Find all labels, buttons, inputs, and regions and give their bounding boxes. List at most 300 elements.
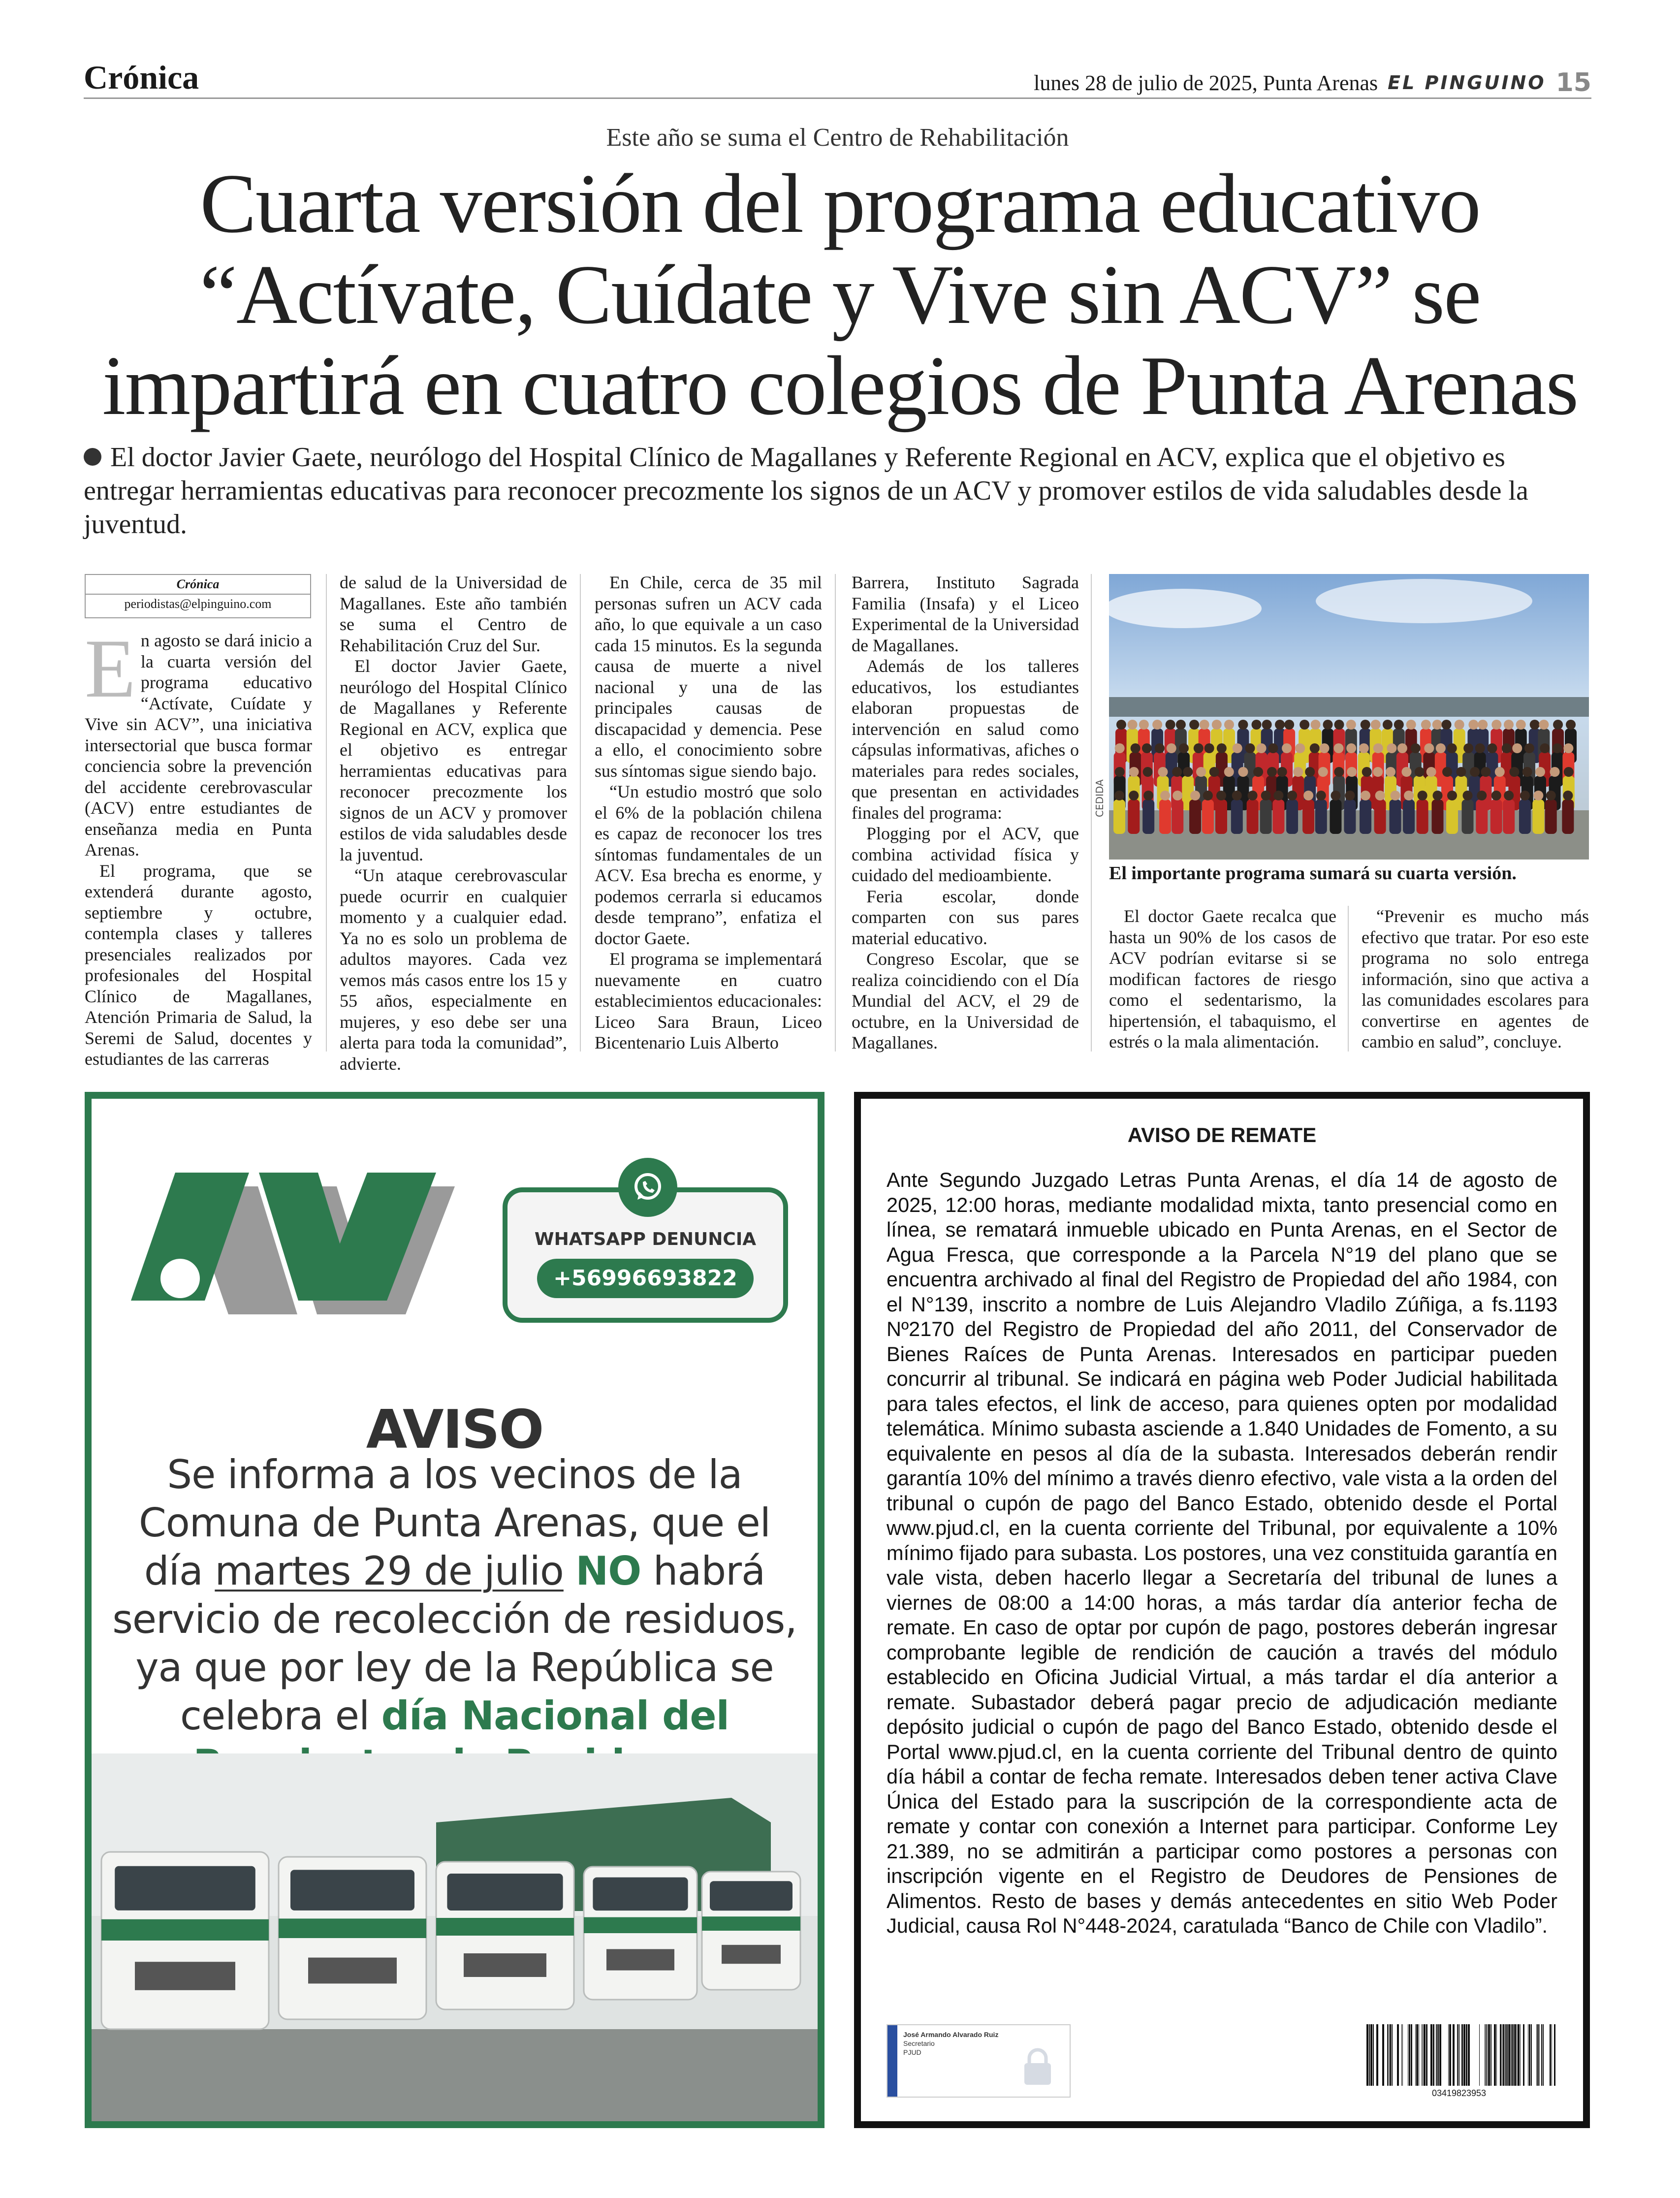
paragraph: El doctor Javier Gaete, neurólogo del Hospital Clínico de Magallanes y Referente Regional en ACV, explica que el objetivo es entregar herramientas educativas para reconocer precozmente los signos de un ACV y promover estilos de vida saludables desde la juventud. bbox=[340, 656, 567, 864]
person-head bbox=[1418, 791, 1427, 800]
person-head bbox=[1475, 743, 1485, 753]
person-head bbox=[1275, 720, 1285, 730]
person-body bbox=[1189, 799, 1201, 834]
person-head bbox=[1318, 767, 1328, 777]
person-head bbox=[1481, 767, 1490, 777]
signer-name: José Armando Alvarado Ruiz bbox=[903, 2031, 999, 2039]
barcode-bar bbox=[1439, 2024, 1441, 2086]
person-body bbox=[1159, 799, 1171, 834]
person-head bbox=[1426, 767, 1436, 777]
barcode-bar bbox=[1506, 2024, 1508, 2086]
person-head bbox=[1114, 791, 1124, 800]
person-body bbox=[1330, 799, 1341, 834]
barcode-bar bbox=[1449, 2024, 1451, 2086]
person-head bbox=[1166, 720, 1175, 730]
barcode bbox=[1361, 2024, 1557, 2086]
person-body bbox=[1431, 799, 1443, 834]
person-head bbox=[1535, 767, 1545, 777]
digital-signature bbox=[887, 2024, 1071, 2098]
person-head bbox=[1129, 767, 1139, 777]
person-head bbox=[1371, 720, 1381, 730]
barcode-bar bbox=[1520, 2024, 1521, 2086]
barcode-bar bbox=[1370, 2024, 1372, 2086]
paragraph: Plogging por el ACV, que combina actividad física y cuidado del medioambiente. bbox=[852, 824, 1079, 885]
person-head bbox=[1436, 743, 1446, 753]
person-head bbox=[1238, 720, 1248, 730]
person-head bbox=[1334, 767, 1344, 777]
person-head bbox=[1158, 767, 1168, 777]
person-head bbox=[1447, 743, 1457, 753]
person-head bbox=[1361, 720, 1370, 730]
person-head bbox=[1415, 767, 1425, 777]
person-head bbox=[1406, 720, 1416, 730]
person-head bbox=[1305, 767, 1315, 777]
truck-stripe bbox=[101, 1919, 269, 1941]
person-body bbox=[1360, 799, 1371, 834]
person-head bbox=[1491, 791, 1501, 800]
person-head bbox=[1316, 791, 1326, 800]
person-head bbox=[1216, 791, 1226, 800]
barcode-bar bbox=[1511, 2024, 1512, 2086]
person-head bbox=[1375, 791, 1385, 800]
paragraph: “Un estudio mostró que solo el 6% de la población chilena es capaz de reconocer los tres síntomas fundamentales de un ACV. Esa brecha es enorme, y podemos cerrarla si educamos desde temprano”, enfatiza el doctor Gaete. bbox=[595, 782, 822, 948]
person-head bbox=[1282, 743, 1292, 753]
person-head bbox=[1424, 743, 1434, 753]
person-head bbox=[1277, 767, 1287, 777]
header-rule bbox=[84, 97, 1591, 99]
person-head bbox=[1257, 743, 1267, 753]
person-head bbox=[1550, 767, 1560, 777]
barcode-bar bbox=[1433, 2024, 1434, 2086]
column-rule bbox=[1348, 906, 1349, 1051]
person-head bbox=[1139, 720, 1149, 730]
whatsapp-icon bbox=[618, 1158, 677, 1217]
barcode-bar bbox=[1487, 2024, 1488, 2086]
barcode-bar bbox=[1424, 2024, 1426, 2086]
person-head bbox=[1310, 743, 1320, 753]
barcode-bar bbox=[1529, 2024, 1530, 2086]
barcode-bar bbox=[1416, 2024, 1418, 2086]
truck-grille bbox=[135, 1962, 235, 1990]
person-head bbox=[1116, 720, 1126, 730]
column-rule bbox=[580, 574, 581, 1051]
person-head bbox=[1115, 743, 1125, 753]
person-head bbox=[1261, 791, 1271, 800]
person-head bbox=[1128, 720, 1138, 730]
person-head bbox=[1373, 767, 1383, 777]
paragraph: “Un ataque cerebrovascular puede ocurrir en cualquier momento y a cualquier edad. Ya no es solo un problema de adultos mayores. Cada vez vemos más casos entre los 15 y 55 años, especialmente en mujeres, y eso debe ser una alerta para toda la comunidad”, advierte. bbox=[340, 865, 567, 1074]
truck-grille bbox=[308, 1958, 397, 1984]
person-head bbox=[1566, 720, 1576, 730]
barcode-bar bbox=[1500, 2024, 1501, 2086]
section-name: Crónica bbox=[84, 59, 199, 96]
header-meta bbox=[1034, 68, 1591, 97]
person-body bbox=[1562, 799, 1574, 834]
paragraph: Congreso Escolar, que se realiza coincidiendo con el Día Mundial del ACV, el 29 de octubre, en la Universidad de Magallanes. bbox=[852, 949, 1079, 1052]
person-head bbox=[1540, 743, 1550, 753]
person-head bbox=[1320, 743, 1330, 753]
aviso-no: NO bbox=[575, 1548, 641, 1594]
person-body bbox=[1272, 799, 1284, 834]
paragraph: El programa se implementará nuevamente en cuatro establecimientos educacionales: Liceo Sara Braun, Liceo Bicentenario Luis Alberto bbox=[595, 949, 822, 1052]
person-head bbox=[1347, 767, 1357, 777]
person-head bbox=[1359, 743, 1369, 753]
signer-org: PJUD bbox=[903, 2048, 921, 2056]
person-head bbox=[1495, 767, 1505, 777]
barcode-bar bbox=[1512, 2024, 1514, 2086]
person-head bbox=[1160, 791, 1170, 800]
barcode-bar bbox=[1369, 2024, 1370, 2086]
person-head bbox=[1530, 720, 1540, 730]
person-body bbox=[1374, 799, 1386, 834]
person-head bbox=[1539, 720, 1549, 730]
barcode-bar bbox=[1397, 2024, 1399, 2086]
article-column-4 bbox=[852, 572, 1079, 1053]
truck-window bbox=[115, 1866, 255, 1911]
person-head bbox=[1447, 791, 1457, 800]
person-head bbox=[1504, 720, 1514, 730]
barcode-bar bbox=[1437, 2024, 1439, 2086]
person-body bbox=[1172, 799, 1183, 834]
truck-stripe bbox=[436, 1918, 574, 1936]
person-head bbox=[1478, 720, 1488, 730]
column-rule bbox=[326, 574, 327, 1051]
paragraph: “Prevenir es mucho más efectivo que tratar. Por eso este programa no solo entrega información, sino que activa a las comunidades escolares para convertirse en agentes de cambio en salud”, concluye. bbox=[1362, 906, 1589, 1051]
person-head bbox=[1331, 791, 1340, 800]
barcode-bar bbox=[1382, 2024, 1384, 2086]
article-column-1 bbox=[85, 622, 312, 1070]
paragraph: En Chile, cerca de 35 mil personas sufren un ACV cada año, lo que equivale a un caso cada 15 minutos. Es la segunda causa de muerte a nivel nacional y una de las principales causas de discapacidad y demencia. Pese a ello, el conocimiento sobre sus síntomas sigue siendo bajo. bbox=[595, 573, 822, 781]
barcode-bar bbox=[1430, 2024, 1432, 2086]
barcode-bar bbox=[1453, 2024, 1455, 2086]
auction-body: Ante Segundo Juzgado Letras Punta Arenas, el día 14 de agosto de 2025, 12:00 horas, mediante modalidad mixta, tanto presencial como en línea, se rematará inmueble ubicado en Punta Arenas, en el Sector de Agua Fresca, que corresponde a la Parcela N°19 del plano que se encuentra archivado al final del Registro de Propiedad del año 1984, con el N°139, inscrito a nombre de Luis Alejandro Vladilo Zúñiga, a fs.1193 Nº2170 del Registro de Propiedad del año 2011, del Conservador de Bienes Raíces de Punta Arenas. Interesados en participar pueden concurrir al tribunal. Se indicará en página web Poder Judicial habilitada para tales efectos, el link de acceso, para quienes opten por modalidad telemática. Mínimo subasta asciende a 1.840 Unidades de Fomento, a su equivalente en pesos al día de la subasta. Interesados deberán rendir garantía 10% del mínimo a través dienro efectivo, vale vista a la orden del tribunal o cupón de pago del Banco Estado, obtenido desde el Portal www.pjud.cl, en la cuenta corriente del Tribunal, por equivalente a 10% mínimo fijado para subasta. Los postores, una vez constituida garantía en vale vista, deben hacerlo llegar a Secretaría del tribunal de lunes a viernes de 08:00 a 14:00 horas, a más tardar día anterior fecha de remate. En caso de optar por cupón de pago, postores deberán ingresar comprobante legible de rendición de caución a través del módulo establecido en Oficina Judicial Virtual, a más tardar el día anterior a remate. Subastador deberá pagar precio de adjudicación mediante depósito judicial o cupón de pago del Banco Estado, obtenido desde el Portal www.pjud.cl, en la cuenta corriente del Tribunal dentro de quinto día hábil a contar de fecha remate. Interesados deben tener activa Clave Única del Estado para la suscripción de la correspondiente acta de remate y contar con conexión a Internet para participar. Conforme Ley 21.389, no se admitirán a participar como postores a personas con inscripción vigente en el Registro de Deudores de Pensiones de Alimentos. Resto de bases y demás antecedentes en sitio Web Poder Judicial, causa Rol N°448-2024, caratulada “Banco de Chile con Vladilo”. bbox=[887, 1168, 1557, 1937]
person-head bbox=[1487, 743, 1497, 753]
person-head bbox=[1115, 767, 1125, 777]
person-head bbox=[1477, 791, 1487, 800]
person-body bbox=[1417, 799, 1428, 834]
person-head bbox=[1152, 720, 1162, 730]
headline-line: “Actívate, Cuídate y Vive sin ACV” se bbox=[199, 248, 1481, 342]
barcode-bar bbox=[1541, 2024, 1542, 2086]
person-head bbox=[1387, 743, 1396, 753]
person-head bbox=[1421, 720, 1431, 730]
person-head bbox=[1311, 720, 1321, 730]
barcode-bar bbox=[1390, 2024, 1391, 2086]
person-head bbox=[1143, 791, 1153, 800]
barcode-bar bbox=[1490, 2024, 1491, 2086]
person-head bbox=[1233, 743, 1242, 753]
barcode-bar bbox=[1458, 2024, 1459, 2086]
headline-line: Cuarta versión del programa educativo bbox=[200, 157, 1480, 251]
person-body bbox=[1403, 799, 1415, 834]
whatsapp-label: WHATSAPP DENUNCIA bbox=[534, 1229, 757, 1249]
barcode-bar bbox=[1508, 2024, 1510, 2086]
person-head bbox=[1397, 743, 1407, 753]
column-rule bbox=[835, 574, 836, 1051]
truck-grille bbox=[606, 1949, 674, 1970]
person-head bbox=[1267, 767, 1277, 777]
person-head bbox=[1172, 767, 1182, 777]
aviso-highlight: día Nacional del bbox=[381, 1693, 729, 1739]
barcode-bar bbox=[1468, 2024, 1470, 2086]
person-body bbox=[1446, 799, 1458, 834]
person-body bbox=[1247, 799, 1259, 834]
person-head bbox=[1253, 767, 1263, 777]
person-head bbox=[1245, 743, 1255, 753]
barcode-bar bbox=[1536, 2024, 1537, 2086]
paragraph: Feria escolar, donde comparten con sus pares material educativo. bbox=[852, 886, 1079, 948]
person-head bbox=[1303, 791, 1313, 800]
truck-stripe bbox=[584, 1917, 697, 1933]
person-head bbox=[1205, 743, 1214, 753]
person-head bbox=[1345, 791, 1355, 800]
paragraph: El programa, que se extenderá durante agosto, septiembre y octubre, contempla clases y talleres presenciales realizados por profesionales del Hospital Clínico de Magallanes, Atención Primaria de Salud, la Seremi de Salud, docentes y estudiantes de las carreras bbox=[85, 860, 312, 1069]
person-head bbox=[1442, 767, 1452, 777]
column-rule bbox=[1091, 574, 1092, 1051]
person-body bbox=[1231, 799, 1243, 834]
person-head bbox=[1200, 720, 1209, 730]
truck-stripe bbox=[702, 1916, 800, 1931]
truck-stripe bbox=[279, 1918, 426, 1938]
person-head bbox=[1391, 791, 1400, 800]
person-head bbox=[1183, 767, 1193, 777]
person-head bbox=[1456, 767, 1466, 777]
person-head bbox=[1522, 767, 1532, 777]
person-head bbox=[1217, 743, 1227, 753]
person-head bbox=[1462, 791, 1472, 800]
barcode-bar bbox=[1537, 2024, 1539, 2086]
person-head bbox=[1394, 720, 1404, 730]
byline-box bbox=[85, 574, 311, 618]
article-lead bbox=[84, 441, 1591, 541]
photo-caption: El importante programa sumará su cuarta versión. bbox=[1109, 863, 1517, 884]
person-body bbox=[1215, 799, 1227, 834]
person-head bbox=[1553, 743, 1562, 753]
barcode-bar bbox=[1466, 2024, 1467, 2086]
barcode-bar bbox=[1409, 2024, 1410, 2086]
barcode-bar bbox=[1448, 2024, 1449, 2086]
person-head bbox=[1143, 767, 1153, 777]
person-head bbox=[1516, 720, 1526, 730]
person-head bbox=[1131, 743, 1141, 753]
person-body bbox=[1519, 799, 1531, 834]
person-head bbox=[1386, 767, 1395, 777]
barcode-bar bbox=[1503, 2024, 1504, 2086]
auction-title: AVISO DE REMATE bbox=[1127, 1123, 1317, 1147]
barcode-bar bbox=[1479, 2024, 1480, 2086]
person-head bbox=[1224, 720, 1234, 730]
whatsapp-box bbox=[503, 1187, 788, 1323]
barcode-bar bbox=[1486, 2024, 1487, 2086]
barcode-bar bbox=[1402, 2024, 1403, 2086]
barcode-bar bbox=[1518, 2024, 1520, 2086]
person-head bbox=[1491, 720, 1501, 730]
person-head bbox=[1468, 720, 1478, 730]
person-head bbox=[1346, 720, 1356, 730]
barcode-bar bbox=[1401, 2024, 1402, 2086]
person-head bbox=[1524, 743, 1534, 753]
person-head bbox=[1173, 791, 1182, 800]
person-head bbox=[1129, 791, 1139, 800]
person-body bbox=[1142, 799, 1154, 834]
date-place: lunes 28 de julio de 2025, Punta Arenas bbox=[1034, 70, 1378, 95]
barcode-bar bbox=[1514, 2024, 1516, 2086]
person-head bbox=[1512, 743, 1522, 753]
article-column-3 bbox=[595, 572, 822, 1053]
person-body bbox=[1286, 799, 1298, 834]
barcode-bar bbox=[1523, 2024, 1524, 2086]
headline-line: impartirá en cuatro colegios de Punta Arenas bbox=[102, 339, 1578, 433]
barcode-bar bbox=[1457, 2024, 1458, 2086]
person-body bbox=[1476, 799, 1488, 834]
person-head bbox=[1504, 791, 1514, 800]
article-column-2 bbox=[340, 572, 567, 1074]
person-head bbox=[1383, 720, 1393, 730]
person-head bbox=[1287, 791, 1297, 800]
barcode-bar bbox=[1531, 2024, 1532, 2086]
person-body bbox=[1315, 799, 1327, 834]
truck-window bbox=[290, 1870, 414, 1911]
person-head bbox=[1167, 743, 1176, 753]
barcode-bar bbox=[1415, 2024, 1416, 2086]
signer-role: Secretario bbox=[903, 2039, 935, 2047]
barcode-bar bbox=[1539, 2024, 1540, 2086]
person-body bbox=[1202, 799, 1214, 834]
person-head bbox=[1563, 743, 1573, 753]
newspaper-brand: EL PINGUINO bbox=[1388, 72, 1546, 94]
municipality-logo bbox=[121, 1158, 505, 1365]
byline-section: Crónica bbox=[86, 575, 310, 595]
barcode-bar bbox=[1426, 2024, 1427, 2086]
person-body bbox=[1503, 799, 1515, 834]
truck-grille bbox=[722, 1945, 781, 1964]
person-head bbox=[1432, 720, 1442, 730]
person-head bbox=[1346, 743, 1356, 753]
municipal-ad bbox=[85, 1092, 824, 2128]
person-head bbox=[1401, 767, 1411, 777]
person-head bbox=[1194, 743, 1204, 753]
person-head bbox=[1432, 791, 1442, 800]
person-body bbox=[1532, 799, 1544, 834]
person-head bbox=[1404, 791, 1414, 800]
barcode-bar bbox=[1496, 2024, 1497, 2086]
person-head bbox=[1502, 743, 1512, 753]
barcode-number: 03419823953 bbox=[1431, 2088, 1487, 2098]
person-head bbox=[1411, 743, 1421, 753]
person-head bbox=[1442, 720, 1452, 730]
paragraph: Barrera, Instituto Sagrada Familia (Insafa) y el Liceo Experimental de la Universidad de Magallanes. bbox=[852, 573, 1079, 655]
person-head bbox=[1362, 767, 1372, 777]
signature-strip bbox=[888, 2025, 897, 2097]
person-head bbox=[1224, 767, 1234, 777]
person-head bbox=[1293, 767, 1303, 777]
article-column-6 bbox=[1362, 906, 1589, 1052]
person-head bbox=[1373, 743, 1383, 753]
paragraph: n agosto se dará inicio a la cuarta versión del programa educativo “Actívate, Cuídate y Vive sin ACV”, una iniciativa intersectorial que busca formar conciencia sobre la prevención del accidente cerebrovascular (ACV) entre estudiantes de enseñanza media en Punta Arenas. bbox=[85, 631, 312, 860]
person-head bbox=[1300, 720, 1309, 730]
person-head bbox=[1284, 720, 1294, 730]
barcode-bar bbox=[1376, 2024, 1378, 2086]
person-body bbox=[1128, 799, 1140, 834]
person-head bbox=[1533, 791, 1543, 800]
barcode-bar bbox=[1392, 2024, 1393, 2086]
person-head bbox=[1268, 743, 1278, 753]
person-body bbox=[1344, 799, 1356, 834]
barcode-bar bbox=[1366, 2024, 1368, 2086]
lead-text: El doctor Javier Gaete, neurólogo del Hospital Clínico de Magallanes y Referente Regional en ACV, explica que el objetivo es entregar herramientas educativas para reconocer precozmente los signos de un ACV y promover estilos de vida saludables desde la juventud. bbox=[84, 442, 1528, 540]
aviso-body bbox=[111, 1451, 798, 1788]
truck-window bbox=[447, 1874, 563, 1911]
bullet-icon bbox=[84, 448, 101, 466]
person-head bbox=[1546, 791, 1556, 800]
person-head bbox=[1155, 743, 1165, 753]
person-head bbox=[1334, 720, 1344, 730]
person-head bbox=[1455, 720, 1464, 730]
barcode-bar bbox=[1463, 2024, 1465, 2086]
person-head bbox=[1179, 743, 1189, 753]
barcode-bar bbox=[1436, 2024, 1437, 2086]
garbage-trucks-photo bbox=[92, 1753, 818, 2128]
person-head bbox=[1212, 720, 1222, 730]
person-head bbox=[1238, 767, 1248, 777]
person-body bbox=[1302, 799, 1314, 834]
barcode-bar bbox=[1488, 2024, 1490, 2086]
truck-grille bbox=[464, 1953, 546, 1977]
person-body bbox=[1461, 799, 1473, 834]
person-head bbox=[1189, 720, 1199, 730]
person-head bbox=[1509, 767, 1519, 777]
person-body bbox=[1390, 799, 1401, 834]
barcode-bar bbox=[1411, 2024, 1412, 2086]
person-head bbox=[1142, 743, 1152, 753]
person-head bbox=[1248, 791, 1258, 800]
person-body bbox=[1490, 799, 1502, 834]
whatsapp-number[interactable]: +56996693822 bbox=[537, 1259, 754, 1298]
person-head bbox=[1203, 791, 1213, 800]
article-headline bbox=[74, 159, 1606, 432]
barcode-bar bbox=[1505, 2024, 1506, 2086]
byline-email[interactable]: periodistas@elpinguino.com bbox=[124, 597, 272, 611]
truck-window bbox=[593, 1878, 688, 1911]
lock-icon bbox=[1020, 2047, 1055, 2087]
person-head bbox=[1564, 767, 1574, 777]
article-kicker: Este año se suma el Centro de Rehabilitación bbox=[606, 124, 1069, 152]
person-head bbox=[1520, 791, 1530, 800]
person-head bbox=[1323, 720, 1333, 730]
person-head bbox=[1273, 791, 1283, 800]
person-head bbox=[1334, 743, 1344, 753]
person-head bbox=[1176, 720, 1186, 730]
person-body bbox=[1545, 799, 1557, 834]
person-head bbox=[1563, 791, 1573, 800]
person-head bbox=[1209, 767, 1219, 777]
barcode-bar bbox=[1494, 2024, 1496, 2086]
truck-window bbox=[710, 1881, 792, 1911]
person-head bbox=[1463, 743, 1473, 753]
paragraph: El doctor Gaete recalca que hasta un 90% de los casos de ACV podrían evitarse si se modifican factores de riesgo como el sedentarismo, la hipertensión, el tabaquismo, el estrés o la mala alimentación. bbox=[1109, 906, 1336, 1051]
barcode-bar bbox=[1373, 2024, 1374, 2086]
barcode-bar bbox=[1461, 2024, 1463, 2086]
aviso-text: habrá servicio de recolección de residuos, ya que por ley de la República se celebra el bbox=[112, 1548, 797, 1739]
person-head bbox=[1252, 720, 1262, 730]
aviso-text: Se informa a los vecinos de la Comuna de Punta Arenas, que el día bbox=[138, 1452, 770, 1594]
person-head bbox=[1553, 720, 1563, 730]
aviso-title: AVISO bbox=[366, 1399, 543, 1461]
photo-credit: CEDIDA bbox=[1094, 779, 1106, 817]
paragraph: Además de los talleres educativos, los estudiantes elaboran propuestas de intervención en salud como cápsulas informativas, afiches o materiales para redes sociales, que presentan en actividades finales del programa: bbox=[852, 656, 1079, 823]
dropcap: E bbox=[85, 622, 136, 715]
person-head bbox=[1295, 743, 1305, 753]
